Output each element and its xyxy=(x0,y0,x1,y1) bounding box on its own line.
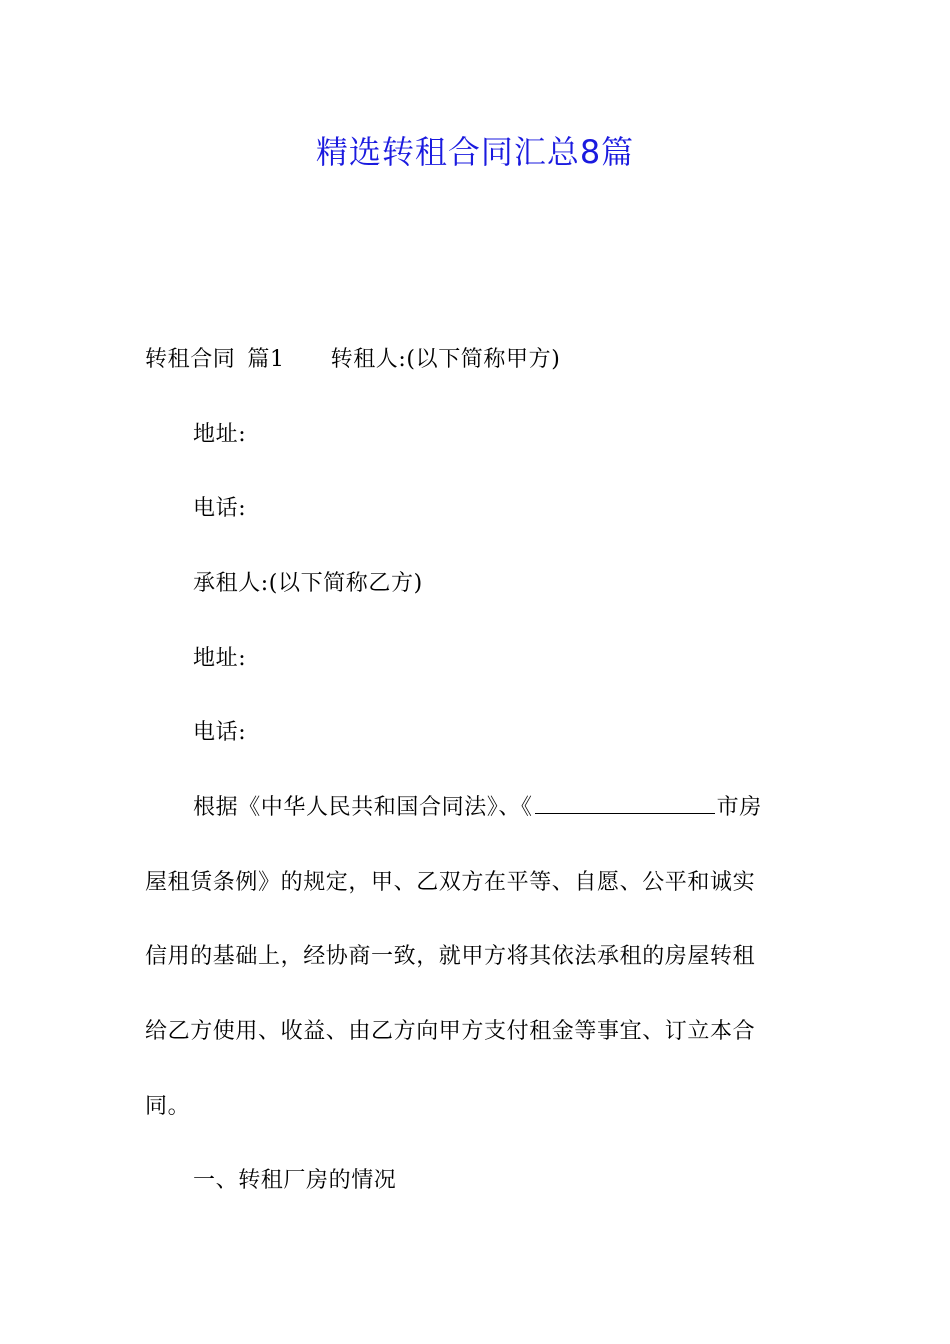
paragraph-line-2: 屋租赁条例》的规定，甲、乙双方在平等、自愿、公平和诚实 xyxy=(145,870,756,895)
lessee-phone-label: 电话: xyxy=(193,720,247,745)
document-title: 精选转租合同汇总8篇 xyxy=(315,133,635,171)
paragraph-text: 市房 xyxy=(716,795,762,820)
paragraph-line-3: 信用的基础上，经协商一致，就甲方将其依法承租的房屋转租 xyxy=(145,944,756,969)
clause-heading-1: 一、转租厂房的情况 xyxy=(193,1168,397,1193)
section-header-line xyxy=(145,345,810,375)
lessee-address-label: 地址: xyxy=(193,646,247,671)
section-number: 篇1 xyxy=(247,347,285,372)
paragraph-line-5: 同。 xyxy=(145,1094,191,1119)
paragraph-line-1 xyxy=(193,793,810,823)
paragraph-line-4: 给乙方使用、收益、由乙方向甲方支付租金等事宜、订立本合 xyxy=(145,1019,756,1044)
sublessor-address-label: 地址: xyxy=(193,422,247,447)
lessee-label: 承租人:(以下简称乙方) xyxy=(193,571,423,596)
section-heading: 转租合同 xyxy=(145,347,236,372)
sublessor-label: 转租人:(以下简称甲方) xyxy=(330,347,561,372)
sublessor-phone-label: 电话: xyxy=(193,496,247,521)
paragraph-text: 根据《中华人民共和国合同法》、《 xyxy=(193,795,533,820)
city-blank-line xyxy=(535,793,715,814)
